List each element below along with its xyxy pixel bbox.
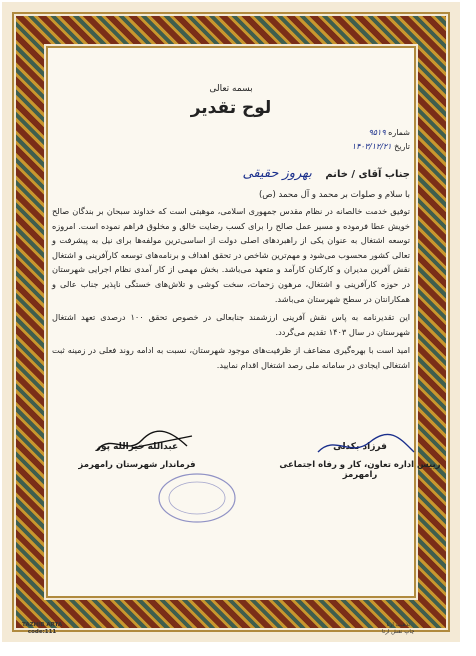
paragraph: این تقدیرنامه به پاس نقش آفرینی ارزشمند جنابعالی در خصوص تحقق ۱۰۰ درصدی تعهد اشتغال شهرستان در سال ۱۴۰۳ تقدیم می‌گردد. [52, 312, 410, 337]
bismillah-heading: بسمه تعالی [209, 84, 253, 94]
certificate-title: لوح تقدیر [190, 98, 272, 118]
addressee-name: بهروز حقیقی [242, 166, 312, 181]
signature-governor [62, 442, 212, 470]
signatory-name: فرزاد بکدلی [333, 442, 387, 452]
handwritten-signature-icon [92, 428, 202, 458]
addressee-prefix: جناب آقای / خانم [325, 169, 410, 180]
certificate-sheet [2, 2, 460, 642]
signatory-title: فرماندار شهرستان رامهرمز [78, 460, 196, 470]
printer-brand-right [382, 622, 414, 636]
date-line [352, 142, 410, 151]
brand-left-name: TAZHIB ARTA [22, 622, 63, 628]
signatory-name: عبدالله خیرالله پور [95, 442, 179, 452]
printer-brand-left [22, 622, 62, 636]
official-stamp-icon [152, 468, 242, 528]
paragraph: امید است با بهره‌گیری مضاعف از ظرفیت‌های موجود شهرستان، نسبت به ادامه روند فعلی در زمینه ثبت اشتغالی ایجادی در سامانه ملی رصد اشتغال اقدام نمایید. [52, 345, 410, 370]
handwritten-signature-icon [310, 432, 420, 462]
addressee-line [242, 166, 410, 181]
number-value: ۹۵۱۹ [368, 128, 386, 137]
greeting-line: با سلام و صلوات بر محمد و آل محمد (ص) [258, 190, 410, 200]
date-value: ۱۴۰۳/۱۲/۲۱ [351, 142, 392, 151]
body-text [52, 204, 410, 373]
brand-right-line1: تذهیب ارتا [386, 622, 410, 628]
number-label: شماره [388, 128, 410, 137]
signature-director [270, 442, 450, 480]
brand-right-line2: چاپ نقش ارتا [382, 629, 415, 635]
date-label: تاریخ [394, 142, 410, 151]
paragraph: توفیق خدمت خالصانه در نظام مقدس جمهوری اسلامی، موهبتی است که خداوند سبحان بر بندگان صالح خویش عطا فرموده و مسیر عمل صالح را برای کسب رضایت خالق و مخلوق فراهم نموده است. امروزه توسعه اشتغال به عنوان یکی از راهبردهای اصلی دولت از اساسی‌ترین مولفه‌ها برای نیل به پیشرفت و تعالی کشور محسوب می‌شود و مهم‌ترین شاخص در تحقق اهداف و برنامه‌های توسعه کارآفرینی و اشتغال نقش آفرین مدیران و کارکنان کارآمد و متعهد می‌باشد. بخش مهمی از کار آمدی نظام اجرایی شهرستان در حوزه کارآفرینی و اشتغال، مرهون زحمات، سخت کوشی و تلاش‌های خستگی ناپذیر جناب عالی و همکارانتان در سطح شهرستان می‌باشد. [52, 206, 410, 304]
signatory-title: رییس اداره تعاون، کار و رفاه اجتماعی رامهرمز [279, 460, 441, 480]
number-line [368, 128, 410, 137]
brand-left-code: code:111 [27, 629, 57, 635]
